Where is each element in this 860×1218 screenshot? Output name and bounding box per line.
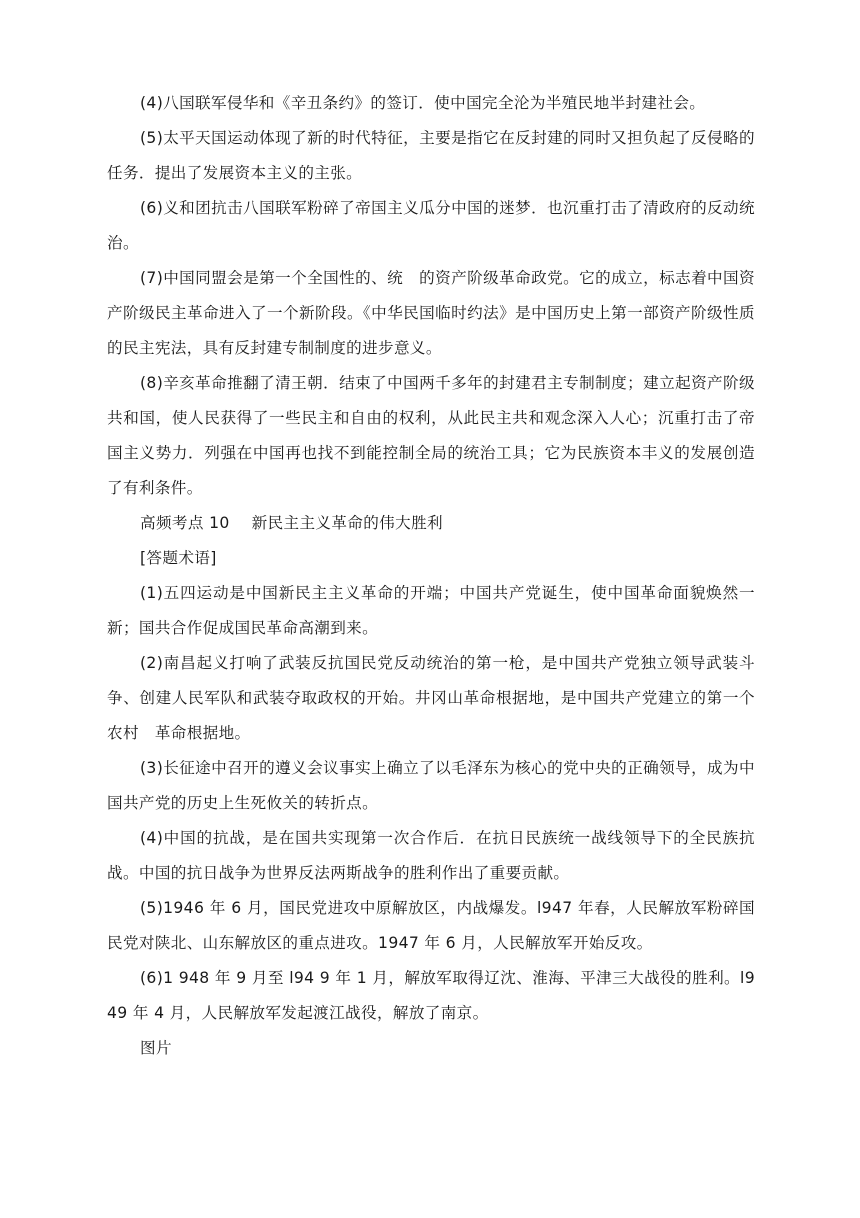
paragraph-5: (5)太平天国运动体现了新的时代特征，主要是指它在反封建的同时又担负起了反侵略的任务．提出了发展资本主义的主张。 bbox=[107, 129, 755, 182]
answer-terms-label: [答题术语] bbox=[140, 549, 217, 567]
document-body bbox=[107, 86, 755, 1066]
answer-paragraph-2: (2)南昌起义打响了武装反抗国民党反动统治的第一枪，是中国共产党独立领导武装斗争、创建人民军队和武装夺取政权的开始。井冈山革命根据地，是中国共产党建立的第一个农村 革命根据地。 bbox=[107, 654, 755, 742]
section-heading bbox=[107, 506, 755, 541]
paragraph-8: (8)辛亥革命推翻了清王朝．结束了中国两千多年的封建君主专制制度；建立起资产阶级共和国，使人民获得了一些民主和自由的权利，从此民主共和观念深入人心；沉重打击了帝国主义势力．列强在中国再也找不到能控制全局的统治工具；它为民族资本丰义的发展创造了有利条件。 bbox=[107, 374, 755, 497]
paragraph-4: (4)八国联军侵华和《辛丑条约》的签订．使中国完全沦为半殖民地半封建社会。 bbox=[140, 94, 706, 112]
section-heading-prefix: 高频考点 10 bbox=[140, 514, 230, 532]
paragraph-7: (7)中国同盟会是第一个全国性的、统 的资产阶级革命政党。它的成立，标志着中国资产阶级民主革命进入了一个新阶段。《中华民国临时约法》是中国历史上第一部资产阶级性质的民主宪法，具有反封建专制制度的进步意义。 bbox=[107, 269, 755, 357]
paragraph-6: (6)义和团抗击八国联军粉碎了帝国主义瓜分中国的迷梦．也沉重打击了清政府的反动统治。 bbox=[107, 199, 755, 252]
answer-paragraph-5: (5)1946 年 6 月，国民党进攻中原解放区，内战爆发。l947 年春，人民解放军粉碎国民党对陕北、山东解放区的重点进攻。1947 年 6 月，人民解放军开始反攻。 bbox=[107, 899, 755, 952]
answer-paragraph-4: (4)中国的抗战，是在国共实现第一次合作后．在抗日民族统一战线领导下的全民族抗战。中国的抗日战争为世界反法两斯战争的胜利作出了重要贡献。 bbox=[107, 829, 755, 882]
section-heading-title: 新民主主义革命的伟大胜利 bbox=[251, 514, 443, 532]
answer-paragraph-1: (1)五四运动是中国新民主主义革命的开端；中国共产党诞生，使中国革命面貌焕然一新；国共合作促成国民革命高潮到来。 bbox=[107, 584, 755, 637]
image-placeholder-label: 图片 bbox=[140, 1039, 172, 1057]
answer-paragraph-6: (6)1 948 年 9 月至 l94 9 年 1 月，解放军取得辽沈、淮海、平津三大战役的胜利。l949 年 4 月，人民解放军发起渡江战役，解放了南京。 bbox=[107, 969, 755, 1022]
answer-paragraph-3: (3)长征途中召开的遵义会议事实上确立了以毛泽东为核心的党中央的正确领导，成为中国共产党的历史上生死攸关的转折点。 bbox=[107, 759, 755, 812]
